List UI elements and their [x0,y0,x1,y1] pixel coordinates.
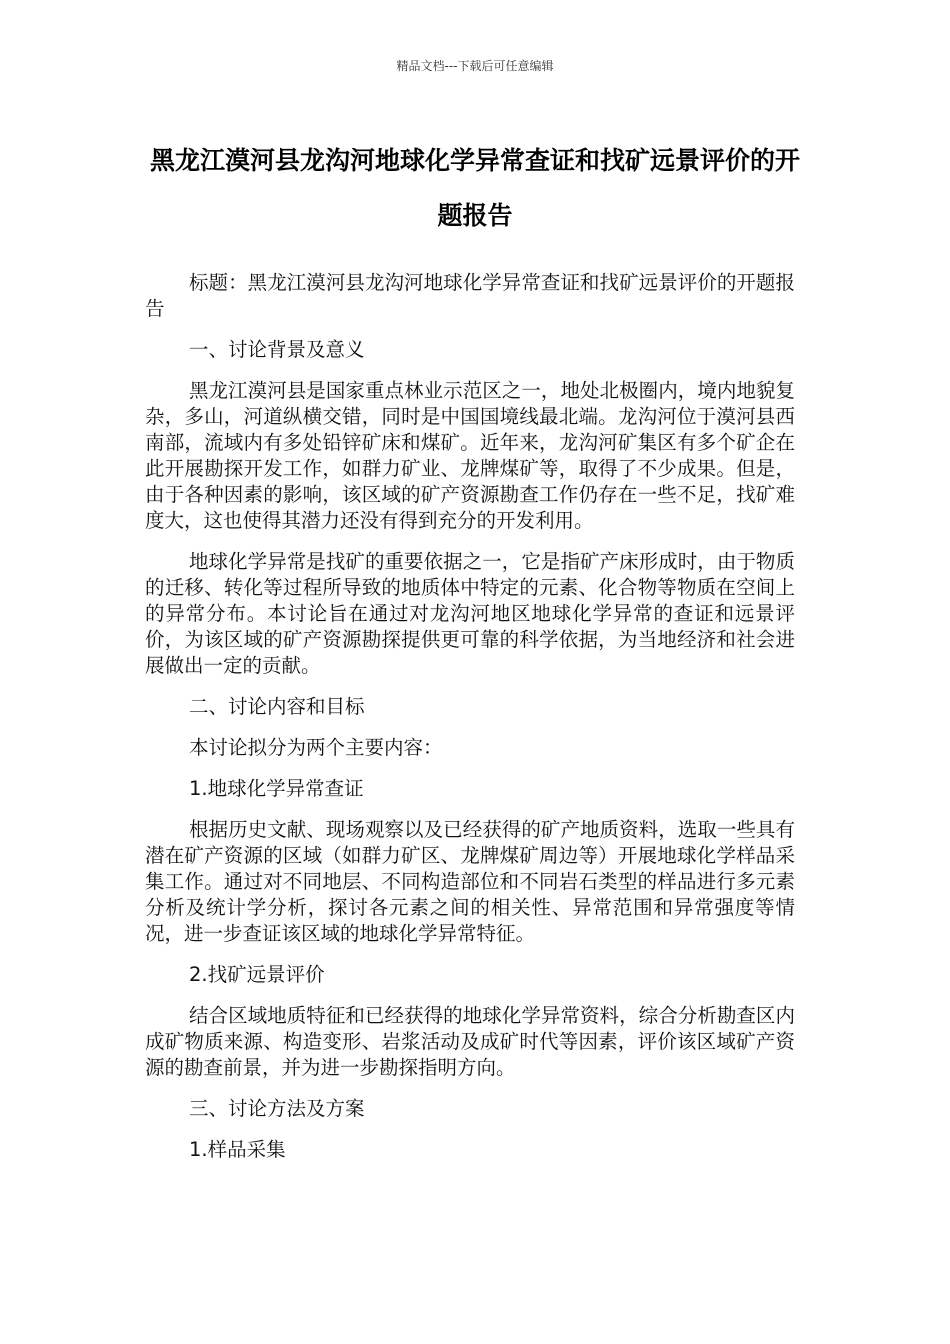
document-body [145,270,795,1178]
paragraph-subject: 标题：黑龙江漠河县龙沟河地球化学异常查证和找矿远景评价的开题报告 [145,271,795,320]
paragraph-background-2: 地球化学异常是找矿的重要依据之一，它是指矿产床形成时，由于物质的迁移、转化等过程所导致的地质体中特定的元素、化合物等物质在空间上的异常分布。本讨论旨在通过对龙沟河地区地球化学异常的查证和远景评价，为该区域的矿产资源勘探提供更可靠的科学依据，为当地经济和社会进展做出一定的贡献。 [145,550,795,677]
paragraph-background-1: 黑龙江漠河县是国家重点林业示范区之一，地处北极圈内，境内地貌复杂，多山，河道纵横交错，同时是中国国境线最北端。龙沟河位于漠河县西南部，流域内有多处铅锌矿床和煤矿。近年来，龙沟河矿集区有多个矿企在此开展勘探开发工作，如群力矿业、龙牌煤矿等，取得了不少成果。但是，由于各种因素的影响，该区域的矿产资源勘查工作仍存在一些不足，找矿难度大，这也使得其潜力还没有得到充分的开发利用。 [145,379,795,532]
subheading-prospect-evaluation: 2.找矿远景评价 [189,963,325,986]
paragraph-content-intro: 本讨论拟分为两个主要内容： [189,736,443,759]
header-note: 精品文档---下载后可任意编辑 [396,59,554,73]
paragraph-anomaly-verification: 根据历史文献、现场观察以及已经获得的矿产地质资料，选取一些具有潜在矿产资源的区域（如群力矿区、龙牌煤矿周边等）开展地球化学样品采集工作。通过对不同地层、不同构造部位和不同岩石类型的样品进行多元素分析及统计学分析，探讨各元素之间的相关性、异常范围和异常强度等情况，进一步查证该区域的地球化学异常特征。 [145,818,795,945]
section-heading-content: 二、讨论内容和目标 [189,695,365,718]
section-heading-background: 一、讨论背景及意义 [189,338,365,361]
paragraph-prospect-evaluation: 结合区域地质特征和已经获得的地球化学异常资料，综合分析勘查区内成矿物质来源、构造变形、岩浆活动及成矿时代等因素，评价该区域矿产资源的勘查前景，并为进一步勘探指明方向。 [145,1004,795,1079]
document-title: 黑龙江漠河县龙沟河地球化学异常查证和找矿远景评价的开题报告 [149,146,800,230]
subheading-sampling: 1.样品采集 [189,1138,286,1161]
section-heading-methods: 三、讨论方法及方案 [189,1097,365,1120]
subheading-anomaly-verification: 1.地球化学异常查证 [189,777,364,800]
